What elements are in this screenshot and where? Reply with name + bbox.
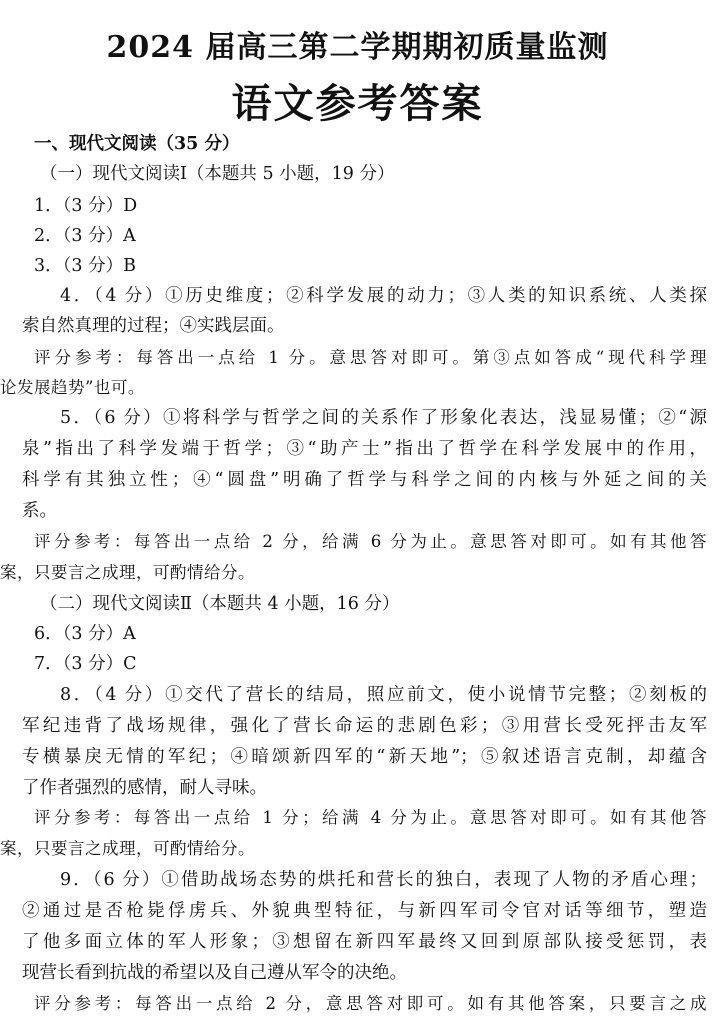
scoring-note: 评分参考：每答出一点给 1 分；给满 4 分为止。意思答对即可。如有其他答: [34, 808, 707, 827]
answer-line: 2．（3 分）A: [34, 226, 136, 246]
answer-paragraph-line: 9．（6 分）①借助战场态势的烘托和营长的独白，表现了人物的矛盾心理；: [60, 870, 707, 890]
answer-paragraph-line: 现营长看到抗战的希望以及自己遵从军令的决绝。: [22, 963, 407, 983]
answer-paragraph-line: 索自然真理的过程；④实践层面。: [22, 316, 285, 336]
answer-paragraph-line: 4．（4 分）①历史维度；②科学发展的动力；③人类的知识系统、人类探: [60, 286, 707, 306]
answer-paragraph-line: 科学有其独立性；④“圆盘”明确了哲学与科学之间的内核与外延之间的关: [22, 470, 707, 490]
answer-paragraph-line: 了他多面立体的军人形象；③想留在新四军最终又回到原部队接受惩罚，表: [22, 932, 707, 952]
scoring-note: 评分参考：每答出一点给 2 分，给满 6 分为止。意思答对即可。如有其他答: [34, 532, 707, 551]
scoring-note: 评分参考：每答出一点给 1 分。意思答对即可。第③点如答成“现代科学理: [34, 348, 707, 367]
answer-paragraph-line: 系。: [22, 501, 57, 521]
scoring-note: 评分参考：每答出一点给 2 分，意思答对即可。如有其他答案，只要言之成: [34, 994, 707, 1013]
scoring-note: 案，只要言之成理，可酌情给分。: [0, 839, 255, 858]
answer-paragraph-line: 了作者强烈的感情，耐人寻味。: [22, 778, 267, 798]
section-heading: 一、现代文阅读（35 分）: [34, 134, 240, 154]
answer-paragraph-line: 8．（4 分）①交代了营长的结局，照应前文，使小说情节完整；②刻板的: [60, 685, 707, 705]
answer-paragraph-line: 军纪违背了战场规律，强化了营长命运的悲剧色彩；③用营长受死抨击友军: [22, 716, 707, 736]
answer-paragraph-line: ②通过是否枪毙俘虏兵、外貌典型特征，与新四军司令官对话等细节，塑造: [22, 901, 707, 921]
scoring-note: 案，只要言之成理，可酌情给分。: [0, 563, 255, 582]
answer-line: 7．（3 分）C: [34, 654, 137, 674]
answer-line: 6．（3 分）A: [34, 624, 136, 644]
subsection-heading: （一）现代文阅读Ⅰ（本题共 5 小题，19 分）: [40, 164, 395, 184]
answer-line: 1．（3 分）D: [34, 196, 138, 216]
answer-paragraph-line: 专横暴戾无情的军纪；④暗颂新四军的“新天地”；⑤叙述语言克制，却蕴含: [22, 747, 707, 767]
exam-title: 2024 届高三第二学期期初质量监测: [106, 30, 609, 65]
answer-paragraph-line: 泉”指出了科学发端于哲学；③“助产士”指出了哲学在科学发展中的作用，: [22, 439, 707, 459]
answer-key-title: 语文参考答案: [231, 80, 484, 127]
scoring-note: 论发展趋势”也可。: [0, 378, 145, 397]
answer-line: 3．（3 分）B: [34, 256, 136, 276]
subsection-heading: （二）现代文阅读Ⅱ（本题共 4 小题，16 分）: [40, 594, 400, 614]
answer-paragraph-line: 5．（6 分）①将科学与哲学之间的关系作了形象化表达，浅显易懂；②“源: [60, 408, 707, 428]
